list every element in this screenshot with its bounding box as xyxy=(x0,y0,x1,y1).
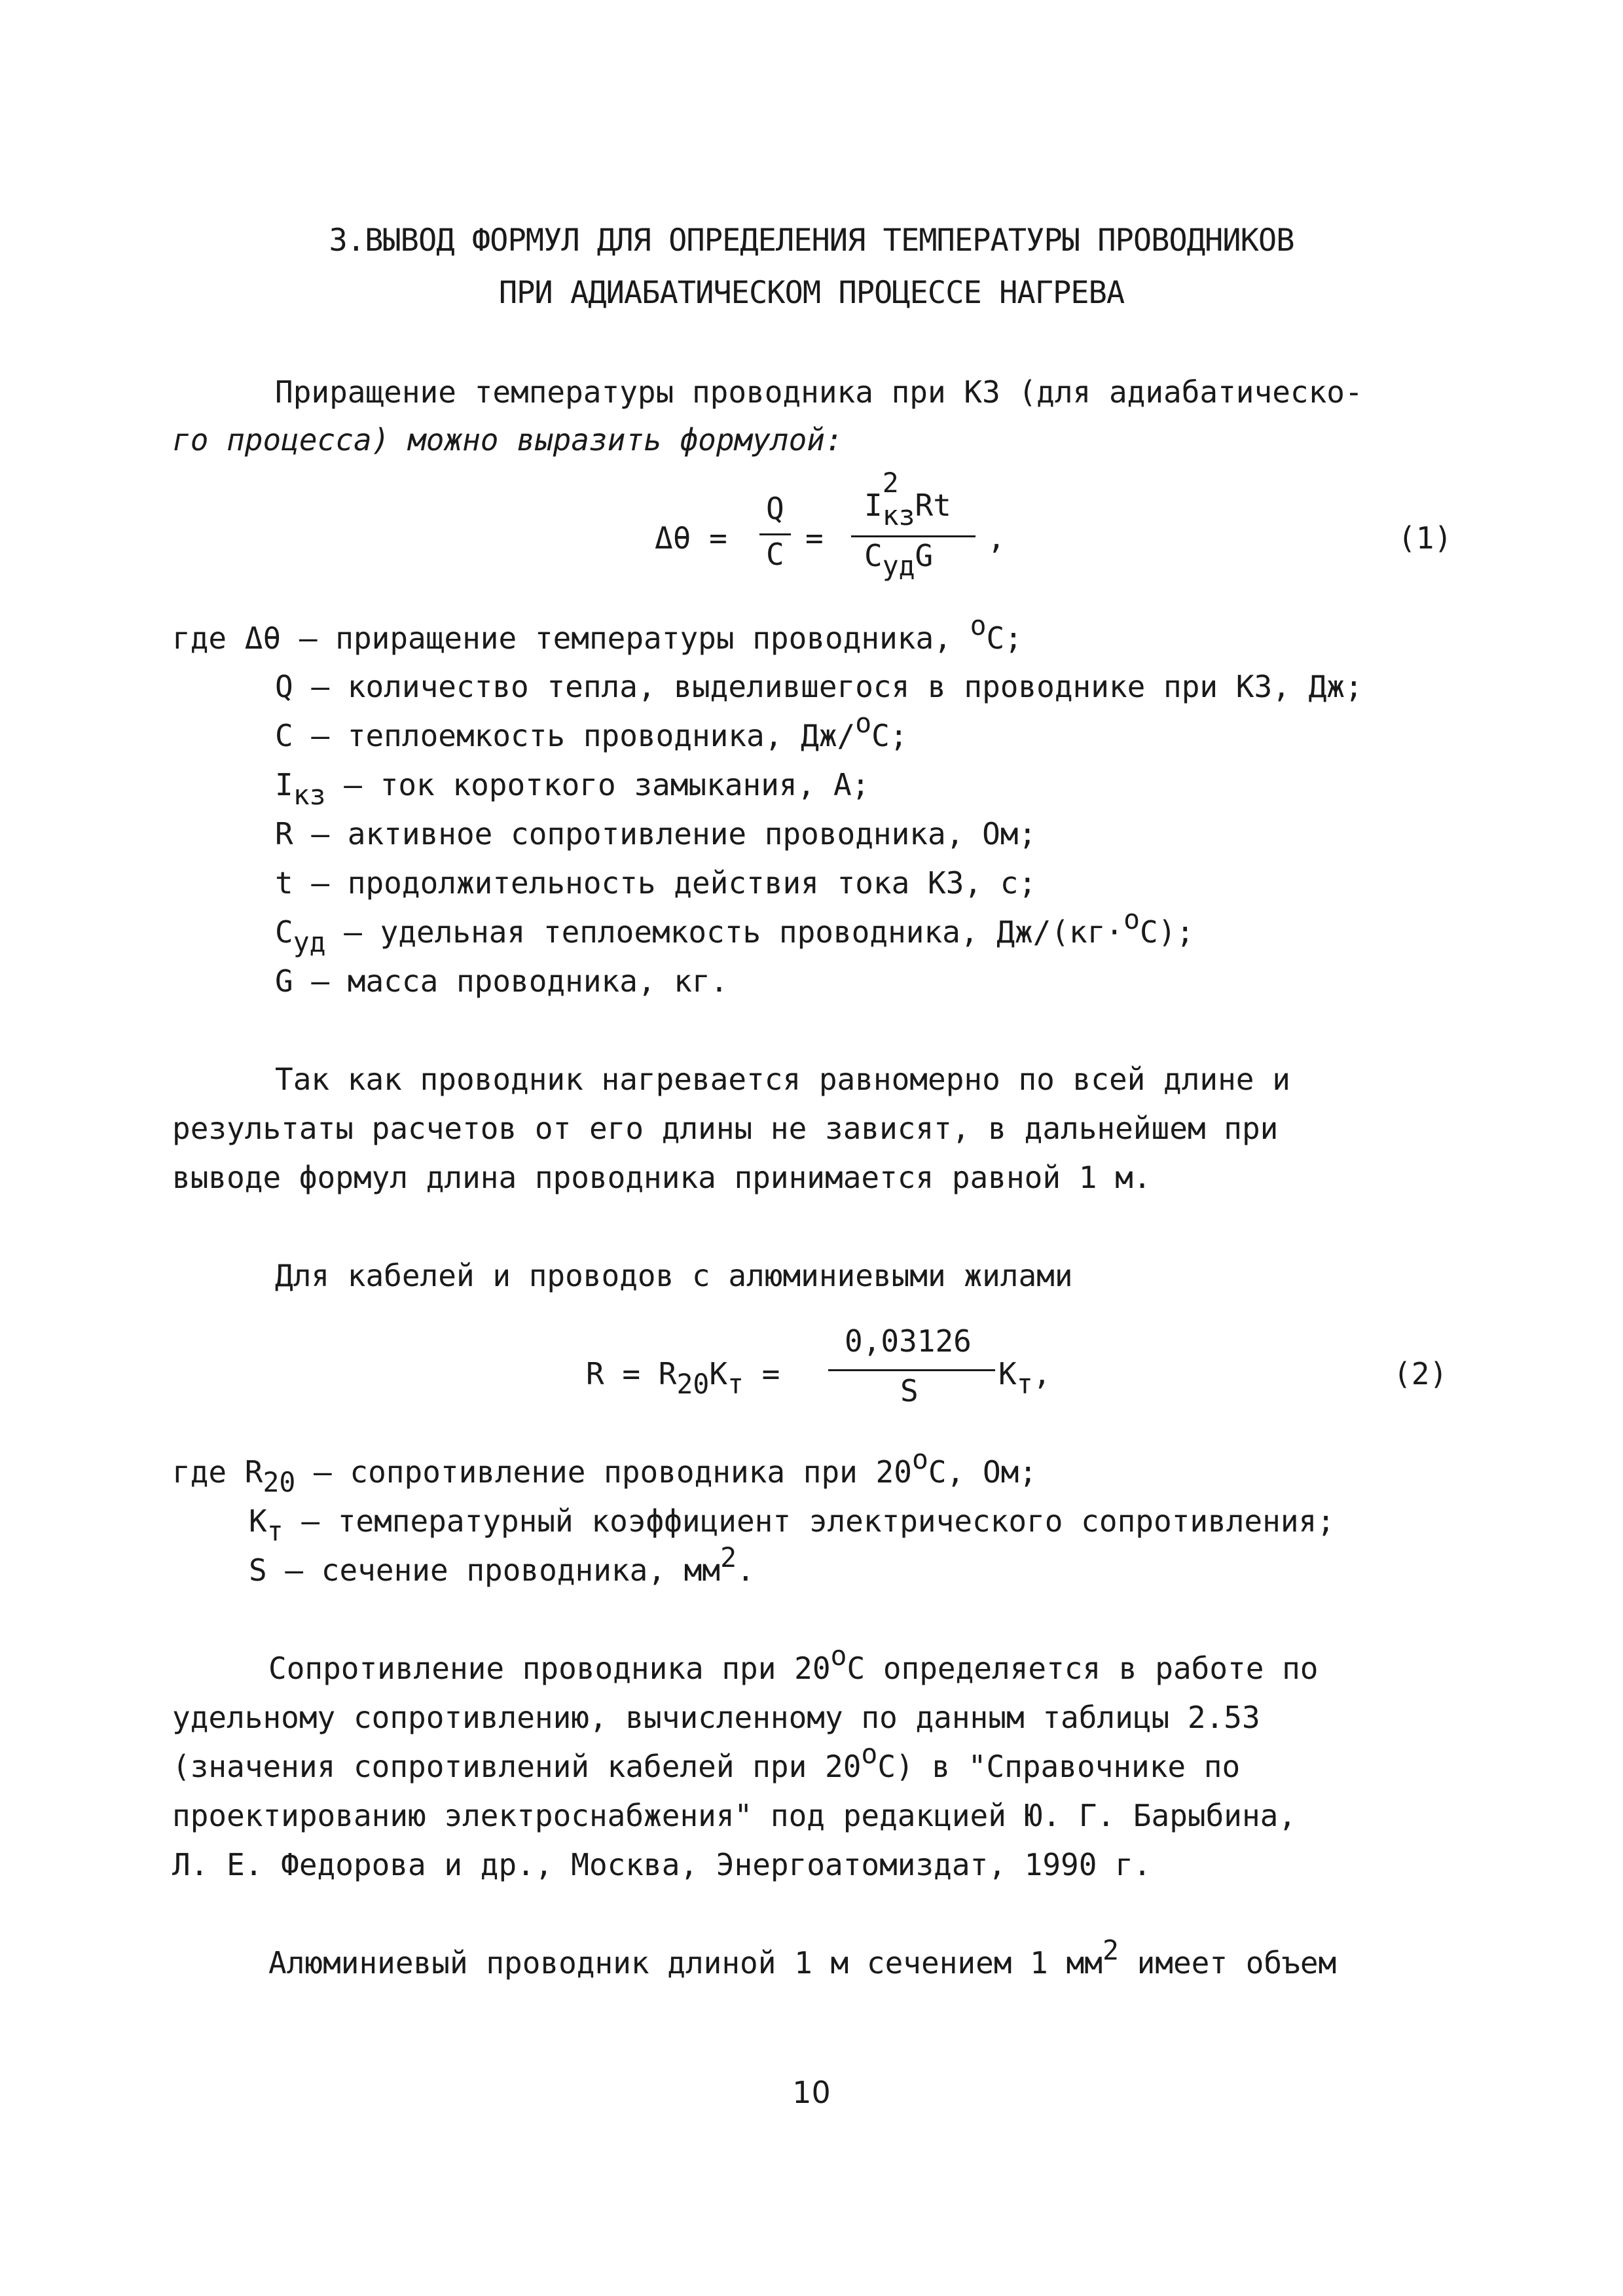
formula-1-eq: = xyxy=(805,520,824,556)
def-s: S – сечение проводника, мм2. xyxy=(249,1542,755,1588)
formula-1-frac1-num: Q xyxy=(766,491,784,526)
def-r20: где R20 – сопротивление проводника при 20oC, Ом; xyxy=(172,1444,1038,1499)
formula-1-frac1-bar xyxy=(759,533,791,535)
formula-2-den: S xyxy=(900,1373,919,1408)
para4-line-4: проектированию электроснабжения" под редакцией Ю. Г. Барыбина, xyxy=(172,1798,1297,1833)
formula-1-frac1-den: C xyxy=(766,537,784,572)
def-q: Q – количество тепла, выделившегося в проводнике при КЗ, Дж; xyxy=(275,669,1363,704)
para2-line-2: результаты расчетов от его длины не зависят, в дальнейшем при xyxy=(172,1111,1279,1146)
formula-1-lhs: Δθ = xyxy=(655,520,727,556)
def-kt: Kт – температурный коэффициент электрического сопротивления; xyxy=(249,1503,1335,1548)
formula-1-sup-2: 2 xyxy=(882,467,899,499)
formula-1-sub-ud: уд xyxy=(882,550,915,583)
para4-line-5: Л. Е. Федорова и др., Москва, Энергоатомиздат, 1990 г. xyxy=(172,1847,1152,1882)
intro-line-1: Приращение температуры проводника при КЗ (для адиабатическо- xyxy=(275,374,1363,410)
para4-line-3: (значения сопротивлений кабелей при 20oC) в "Справочнике по xyxy=(172,1738,1241,1784)
para2-line-1: Так как проводник нагревается равномерно по всей длине и xyxy=(275,1062,1290,1097)
def-delta-theta: где Δθ – приращение температуры проводника, oC; xyxy=(172,610,1023,656)
def-g: G – масса проводника, кг. xyxy=(275,963,729,999)
equation-number-2: (2) xyxy=(1393,1356,1448,1391)
def-c: C – теплоемкость проводника, Дж/oC; xyxy=(275,708,908,753)
page-number: 10 xyxy=(792,2075,831,2110)
formula-1-comma: , xyxy=(987,520,1006,556)
def-r: R – активное сопротивление проводника, Ом; xyxy=(275,816,1037,852)
def-t: t – продолжительность действия тока КЗ, с; xyxy=(275,865,1037,901)
section-heading-line-1: 3.ВЫВОД ФОРМУЛ ДЛЯ ОПРЕДЕЛЕНИЯ ТЕМПЕРАТУРЫ ПРОВОДНИКОВ xyxy=(329,223,1294,259)
formula-2-kt: Kт, xyxy=(998,1356,1051,1401)
formula-2-lhs: R = R20Kт = xyxy=(586,1356,780,1401)
para2-line-3: выводе формул длина проводника принимается равной 1 м. xyxy=(172,1160,1152,1195)
para4-line-2: удельному сопротивлению, вычисленному по данным таблицы 2.53 xyxy=(172,1700,1260,1735)
formula-1-frac2-den: CудG xyxy=(864,538,934,583)
formula-1-frac2-bar xyxy=(851,535,976,537)
para4-line-1: Сопротивление проводника при 20oC определяется в работе по xyxy=(268,1640,1319,1686)
para3-line-1: Для кабелей и проводов с алюминиевыми жилами xyxy=(275,1258,1073,1293)
def-cud: Cуд – удельная теплоемкость проводника, Дж/(кг·oC); xyxy=(275,904,1195,959)
para5-line-1: Алюминиевый проводник длиной 1 м сечением 1 мм2 имеет объем xyxy=(268,1935,1337,1981)
formula-2-bar xyxy=(828,1369,995,1371)
equation-number-1: (1) xyxy=(1398,520,1453,556)
intro-line-2: го процесса) можно выразить формулой: xyxy=(172,422,843,457)
formula-1-frac2-num: I 2 кзRt xyxy=(864,467,951,532)
formula-2-num: 0,03126 xyxy=(845,1323,972,1359)
section-heading-line-2: ПРИ АДИАБАТИЧЕСКОМ ПРОЦЕССЕ НАГРЕВА xyxy=(498,275,1125,311)
def-ikz: Iкз – ток короткого замыкания, A; xyxy=(275,767,870,812)
formula-1-sub-kz: кз xyxy=(882,500,915,532)
